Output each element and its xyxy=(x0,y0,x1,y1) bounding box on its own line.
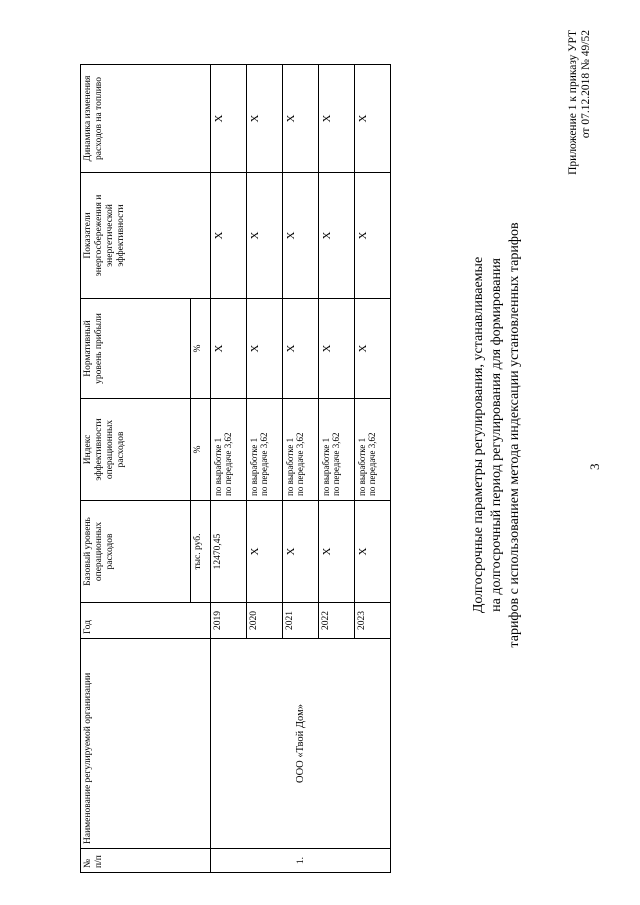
appendix-line-2: от 07.12.2018 № 49/52 xyxy=(580,30,592,139)
header-num: № п/п xyxy=(81,849,211,873)
index-generation: по выработке 1 xyxy=(357,437,367,496)
cell-profit: Х xyxy=(283,299,319,399)
index-transmission: по передаче 3,62 xyxy=(295,432,305,496)
cell-profit: Х xyxy=(355,299,391,399)
unit-index: % xyxy=(191,399,211,501)
appendix-line-1: Приложение 1 к приказу УРТ xyxy=(567,30,579,175)
cell-year: 2021 xyxy=(283,603,319,639)
index-transmission: по передаче 3,62 xyxy=(331,432,341,496)
cell-base: 12470,45 xyxy=(211,501,247,603)
cell-profit: Х xyxy=(211,299,247,399)
cell-year: 2022 xyxy=(319,603,355,639)
table-row xyxy=(211,65,247,873)
cell-index xyxy=(247,399,283,501)
unit-profit: % xyxy=(191,299,211,399)
index-generation: по выработке 1 xyxy=(285,437,295,496)
index-generation: по выработке 1 xyxy=(321,437,331,496)
cell-index xyxy=(355,399,391,501)
cell-base: Х xyxy=(319,501,355,603)
index-generation: по выработке 1 xyxy=(249,437,259,496)
header-index: Индекс эффективности операционных расходов xyxy=(81,399,191,501)
cell-index xyxy=(283,399,319,501)
cell-profit: Х xyxy=(319,299,355,399)
page-number: 3 xyxy=(587,463,602,470)
appendix-reference xyxy=(567,30,593,175)
cell-year: 2020 xyxy=(247,603,283,639)
header-energy: Показатели энергосбережения и энергетической эффективности xyxy=(81,173,211,299)
cell-base: Х xyxy=(247,501,283,603)
cell-fuel: Х xyxy=(319,65,355,173)
header-profit: Нормативный уровень прибыли xyxy=(81,299,191,399)
index-transmission: по передаче 3,62 xyxy=(367,432,377,496)
cell-energy: Х xyxy=(247,173,283,299)
header-year: Год xyxy=(81,603,211,639)
cell-index xyxy=(319,399,355,501)
parameters-table xyxy=(80,64,391,873)
cell-fuel: Х xyxy=(211,65,247,173)
cell-profit: Х xyxy=(247,299,283,399)
cell-fuel: Х xyxy=(355,65,391,173)
row-number: 1. xyxy=(211,849,391,873)
document-title xyxy=(470,115,524,755)
title-line-2: на долгосрочный период регулирования для формирования xyxy=(489,258,504,612)
unit-base: тыс. руб. xyxy=(191,501,211,603)
cell-energy: Х xyxy=(211,173,247,299)
organization-name: ООО «Твой Дом» xyxy=(211,639,391,849)
index-transmission: по передаче 3,62 xyxy=(223,432,233,496)
title-line-1: Долгосрочные параметры регулирования, устанавливаемые xyxy=(471,256,486,614)
cell-fuel: Х xyxy=(247,65,283,173)
header-org: Наименование регулируемой организации xyxy=(81,639,211,849)
cell-energy: Х xyxy=(283,173,319,299)
index-generation: по выработке 1 xyxy=(213,437,223,496)
header-fuel: Динамика изменения расходов на топливо xyxy=(81,65,211,173)
cell-energy: Х xyxy=(355,173,391,299)
cell-year: 2023 xyxy=(355,603,391,639)
title-line-3: тарифов с использованием метода индексации установленных тарифов xyxy=(507,222,522,648)
cell-year: 2019 xyxy=(211,603,247,639)
header-base: Базовый уровень операционных расходов xyxy=(81,501,191,603)
cell-base: Х xyxy=(355,501,391,603)
index-transmission: по передаче 3,62 xyxy=(259,432,269,496)
cell-index xyxy=(211,399,247,501)
cell-energy: Х xyxy=(319,173,355,299)
cell-fuel: Х xyxy=(283,65,319,173)
cell-base: Х xyxy=(283,501,319,603)
